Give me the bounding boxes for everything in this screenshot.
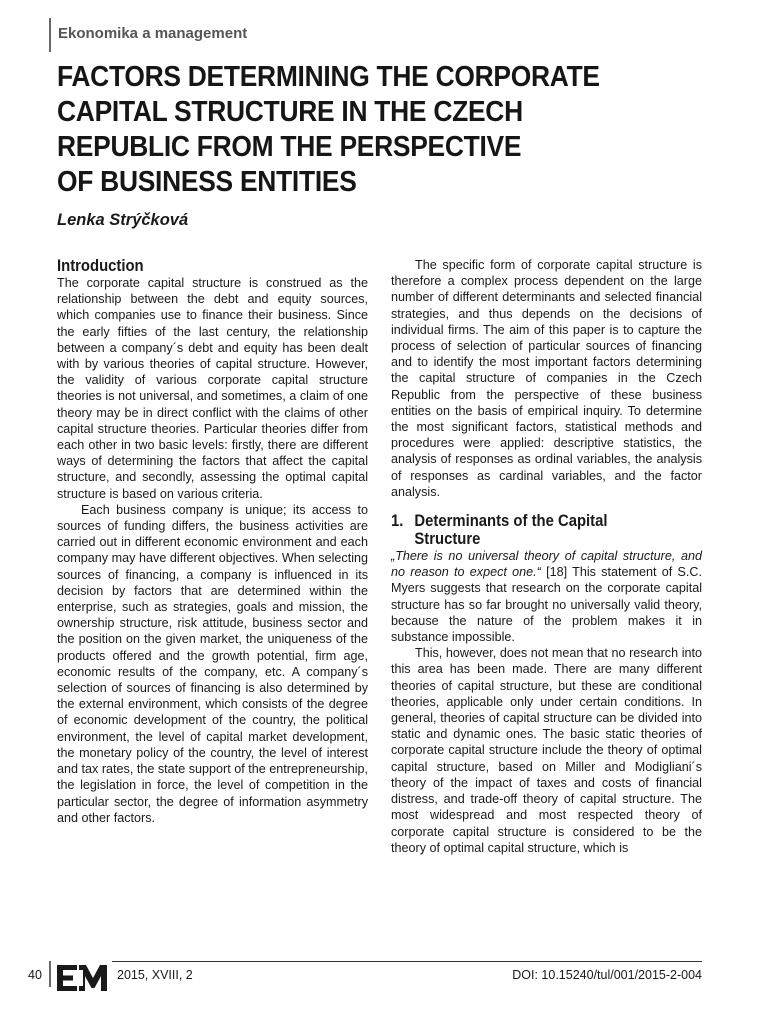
header-rule (49, 18, 51, 52)
article-title (57, 60, 658, 200)
section-heading-line: Determinants of the Capital (414, 512, 608, 531)
footer-divider (112, 961, 702, 962)
doi: DOI: 10.15240/tul/001/2015-2-004 (512, 968, 702, 982)
introduction-heading: Introduction (57, 257, 144, 275)
issue-info: 2015, XVIII, 2 (117, 968, 193, 982)
section-heading-line: Structure (414, 530, 481, 549)
title-line: REPUBLIC FROM THE PERSPECTIVE (57, 131, 522, 163)
author-name: Lenka Strýčková (57, 211, 189, 229)
quote-reference: [18] (540, 565, 568, 580)
intro-paragraph-2: Each business company is unique; its access to sources of funding differs, the business activities are carried out in different economic environment and each company may have different objectives. When selecting sources of financing, a company is influenced in its decision by factors that are determined within the enterprise, such as strategies, goals and mission, the ownership structure, risk attitude, business sector and the position on the given market, the uniqueness of the products offered and the growth potential, firm age, economic results of the company, etc. A company´s selection of sources of financing is also determined by the external environment, which consists of the degree of economic development of the country, the political environment, the level of capital market development, the monetary policy of the country, the level of interest and tax rates, the state support of the entrepreneurship, the legislation in force, the level of competition in the particular sector, the degree of information asymmetry and other factors. (57, 502, 368, 825)
myers-quote: „There is no universal theory of capital structure, and no reason to expect one.“ (391, 549, 702, 580)
section-1-heading (391, 512, 671, 548)
title-line: OF BUSINESS ENTITIES (57, 166, 357, 198)
section-1-paragraph-2: This, however, does not mean that no research into this area has been made. There are many different theories of capital structure, but these are conditional theories, applicable only under certain conditions. In general, theories of capital structure can be divided into static and dynamic ones. The basic static theories of corporate capital structure include the theory of optimal capital structure, based on Miller and Modigliani´s theory of the impact of taxes and costs of financial distress, and trade-off theory of capital structure. The most widespread and most respected theory of corporate capital structure is considered to be the theory of optimal capital structure, which is (391, 646, 702, 855)
em-logo (57, 963, 111, 993)
quote-commentary: This statement of S.C. Myers suggests that research on the corporate capital structure has so far brought no universally valid theory, because the nature of the problem makes it in substance impossible. (391, 565, 702, 645)
page-number: 40 (28, 968, 42, 982)
footer-rule (49, 961, 51, 987)
journal-name: Ekonomika a management (58, 25, 248, 42)
intro-paragraph-3: The specific form of corporate capital structure is therefore a complex process dependent on the large number of different determinants and selected financial strategies, and thus depends on the decisions of individual firms. The aim of this paper is to capture the process of selection of particular sources of financing and to identify the most important factors determining the capital structure of companies in the Czech Republic from the perspective of these business entities on the basis of empirical inquiry. To determine the most significant factors, statistical methods and procedures were applied: descriptive statistics, the analysis of responses as ordinal variables, the analysis of responses as cardinal variables, and the factor analysis. (391, 258, 702, 499)
section-1-paragraph-1 (391, 548, 702, 645)
left-column (57, 257, 368, 826)
intro-paragraph-1: The corporate capital structure is construed as the relationship between the debt and equity sources, which companies use to finance their business. Since the early fifties of the last century, the relationship between a company´s debt and equity has been dealt with by various theories of capital structure. However, the validity of various corporate capital structure theories is not universal, and sometimes, a claim of one theory may be in direct conflict with the claims of other capital structure theories. Particular theories differ from each other in two basic levels: firstly, there are different ways of determining the factors that affect the capital structure, and secondly, assessing the optimal capital structure is based on various criteria. (57, 276, 368, 501)
right-column (391, 257, 702, 856)
title-line: CAPITAL STRUCTURE IN THE CZECH (57, 96, 523, 128)
title-line: FACTORS DETERMINING THE CORPORATE (57, 61, 600, 93)
section-number: 1. (391, 512, 404, 531)
